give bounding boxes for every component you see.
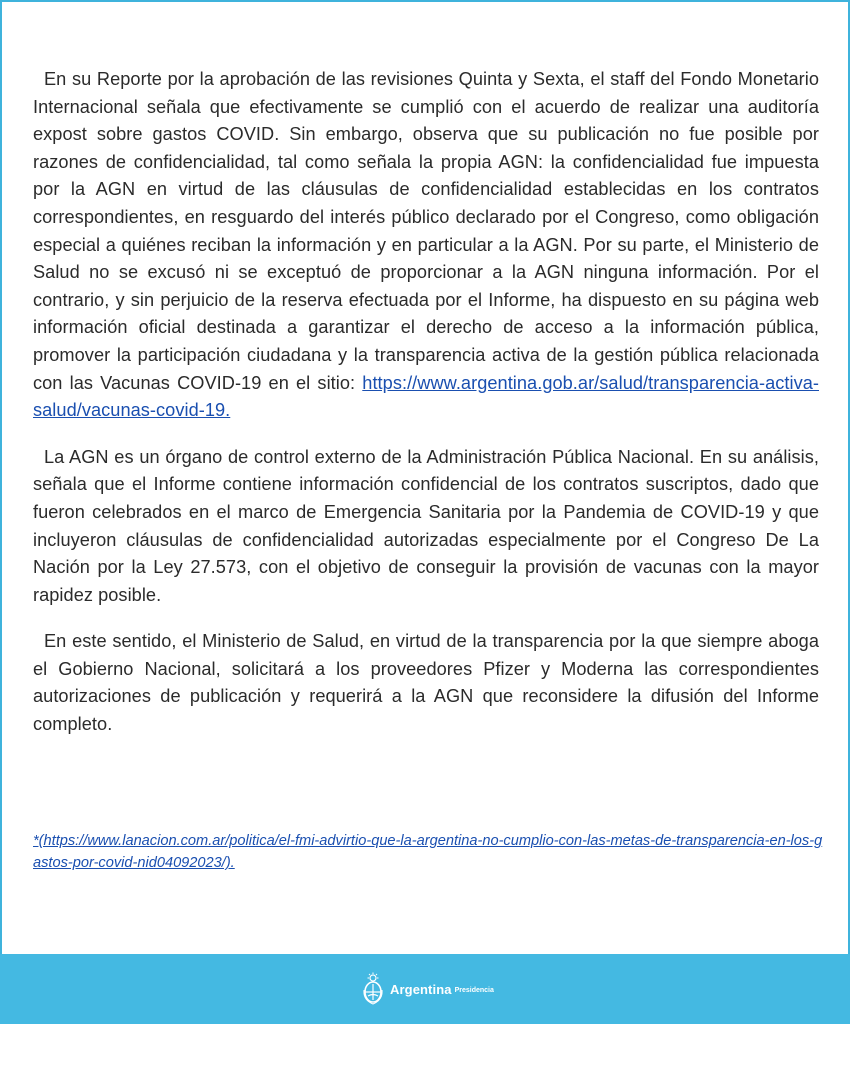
paragraph-2: La AGN es un órgano de control externo de la Administración Pública Nacional. En su análisis, señala que el Informe contiene información confidencial de los contratos suscriptos, dado que fueron celebrados en el marco de Emergencia Sanitaria por la Pandemia de COVID-19 y que incluyeron cláusulas de confidencialidad autorizadas especialmente por el Congreso De La Nación por la Ley 27.573, con el objetivo de conseguir la provisión de vacunas con la mayor rapidez posible. <box>33 446 819 605</box>
footer-band <box>0 954 850 1024</box>
brand-name: Argentina <box>390 981 452 997</box>
argentina-coat-of-arms-icon <box>362 972 384 1006</box>
document-body <box>33 66 819 758</box>
footnote-link[interactable]: *(https://www.lanacion.com.ar/politica/el-fmi-advirtio-que-la-argentina-no-cumplio-con-las-metas-de-transparencia-en-los-gastos-por-covid-nid04092023/). <box>33 833 823 871</box>
vacunas-covid-link[interactable]: https://www.argentina.gob.ar/salud/transparencia-activa-salud/vacunas-covid-19. <box>33 372 819 421</box>
argentina-presidencia-logo <box>362 972 494 1006</box>
paragraph-1 <box>33 66 819 425</box>
paragraph-1-text: En su Reporte por la aprobación de las revisiones Quinta y Sexta, el staff del Fondo Monetario Internacional señala que efectivamente se cumplió con el acuerdo de realizar una auditoría expost sobre gastos COVID. Sin embargo, observa que su publicación no fue posible por razones de confidencialidad, tal como señala la propia AGN: la confidencialidad fue impuesta por la AGN en virtud de las cláusulas de confidencialidad establecidas en los contratos correspondientes, en resguardo del interés público declarado por el Congreso, como obligación especial a quiénes reciban la información y en particular a la AGN. Por su parte, el Ministerio de Salud no se excusó ni se exceptuó de proporcionar a la AGN ninguna información. Por el contrario, y sin perjuicio de la reserva efectuada por el Informe, ha dispuesto en su página web información oficial destinada a garantizar el derecho de acceso a la información pública, promover la participación ciudadana y la transparencia activa de la gestión pública relacionada con las Vacunas COVID-19 en el sitio: <box>33 69 819 393</box>
brand-subtitle: Presidencia <box>454 987 494 994</box>
paragraph-3: En este sentido, el Ministerio de Salud, en virtud de la transparencia por la que siempre aboga el Gobierno Nacional, solicitará a los proveedores Pfizer y Moderna las correspondientes autorizaciones de publicación y requerirá a la AGN que reconsidere la difusión del Informe completo. <box>33 631 819 735</box>
